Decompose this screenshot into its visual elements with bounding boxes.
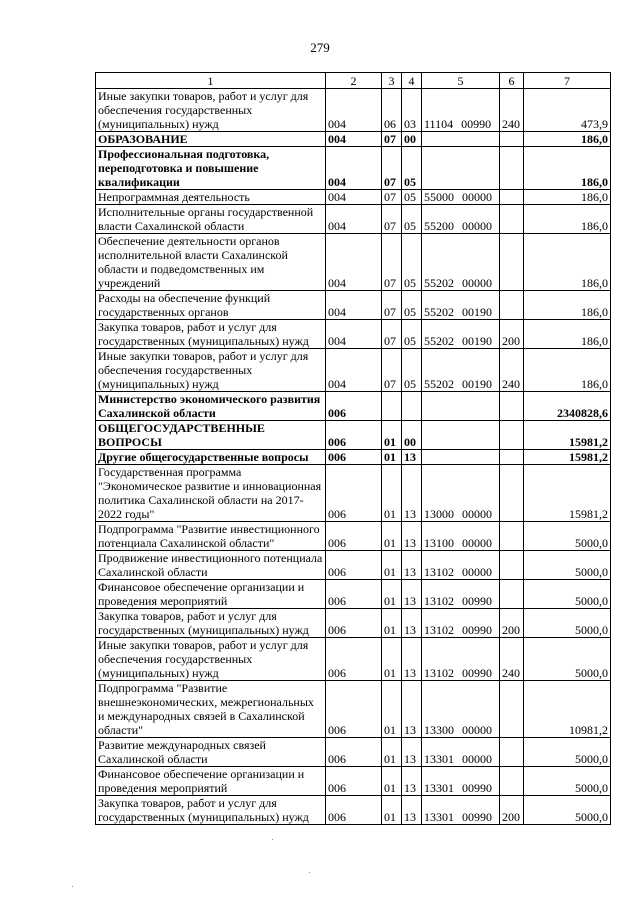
subsection-code bbox=[402, 392, 422, 421]
table-row bbox=[96, 421, 611, 450]
target-direction-code: 00990 bbox=[462, 594, 492, 608]
target-code bbox=[422, 89, 500, 132]
target-code bbox=[422, 234, 500, 291]
section-code: 01 bbox=[382, 522, 402, 551]
section-code: 01 bbox=[382, 638, 402, 681]
subsection-code: 05 bbox=[402, 320, 422, 349]
section-code: 01 bbox=[382, 421, 402, 450]
target-program-code: 13100 bbox=[424, 536, 454, 550]
subsection-code: 13 bbox=[402, 580, 422, 609]
admin-code: 004 bbox=[326, 190, 382, 205]
subsection-code: 13 bbox=[402, 522, 422, 551]
row-name: Финансовое обеспечение организации и проведения мероприятий bbox=[96, 580, 326, 609]
admin-code: 006 bbox=[326, 450, 382, 465]
section-code: 01 bbox=[382, 609, 402, 638]
expense-type-code bbox=[500, 147, 524, 190]
target-code bbox=[422, 465, 500, 522]
row-name: ОБРАЗОВАНИЕ bbox=[96, 132, 326, 147]
target-program-code: 13301 bbox=[424, 810, 454, 824]
section-code: 07 bbox=[382, 132, 402, 147]
admin-code: 004 bbox=[326, 89, 382, 132]
expense-type-code: 200 bbox=[500, 609, 524, 638]
target-program-code: 55202 bbox=[424, 334, 454, 348]
header-cell: 4 bbox=[402, 73, 422, 89]
admin-code: 004 bbox=[326, 147, 382, 190]
target-direction-code: 00190 bbox=[462, 305, 492, 319]
target-program-code: 13000 bbox=[424, 507, 454, 521]
target-code bbox=[422, 796, 500, 825]
table-row bbox=[96, 205, 611, 234]
target-program-code: 55000 bbox=[424, 190, 454, 204]
section-code: 07 bbox=[382, 291, 402, 320]
target-program-code: 13102 bbox=[424, 565, 454, 579]
subsection-code: 05 bbox=[402, 190, 422, 205]
target-code bbox=[422, 392, 500, 421]
expense-type-code bbox=[500, 132, 524, 147]
amount: 5000,0 bbox=[524, 767, 611, 796]
section-code: 07 bbox=[382, 205, 402, 234]
target-program-code: 13102 bbox=[424, 666, 454, 680]
target-program-code: 13102 bbox=[424, 623, 454, 637]
row-name: Иные закупки товаров, работ и услуг для обеспечения государственных (муниципальных) нужд bbox=[96, 89, 326, 132]
expense-type-code bbox=[500, 205, 524, 234]
expense-type-code bbox=[500, 580, 524, 609]
row-name: Подпрограмма "Развитие внешнеэкономических, межрегиональных и международных связей в Сахалинской области" bbox=[96, 681, 326, 738]
amount: 15981,2 bbox=[524, 421, 611, 450]
amount: 5000,0 bbox=[524, 580, 611, 609]
admin-code: 006 bbox=[326, 738, 382, 767]
row-name: Иные закупки товаров, работ и услуг для обеспечения государственных (муниципальных) нужд bbox=[96, 349, 326, 392]
admin-code: 006 bbox=[326, 796, 382, 825]
amount: 5000,0 bbox=[524, 522, 611, 551]
subsection-code: 00 bbox=[402, 132, 422, 147]
table-row bbox=[96, 392, 611, 421]
amount: 186,0 bbox=[524, 291, 611, 320]
table-row bbox=[96, 796, 611, 825]
target-code bbox=[422, 132, 500, 147]
amount: 5000,0 bbox=[524, 738, 611, 767]
subsection-code: 05 bbox=[402, 349, 422, 392]
admin-code: 004 bbox=[326, 234, 382, 291]
target-direction-code: 00000 bbox=[462, 507, 492, 521]
target-direction-code: 00190 bbox=[462, 377, 492, 391]
table-row bbox=[96, 522, 611, 551]
table-row bbox=[96, 89, 611, 132]
target-direction-code: 00990 bbox=[462, 623, 492, 637]
admin-code: 006 bbox=[326, 580, 382, 609]
row-name: Профессиональная подготовка, переподготовка и повышение квалификации bbox=[96, 147, 326, 190]
admin-code: 004 bbox=[326, 349, 382, 392]
admin-code: 006 bbox=[326, 465, 382, 522]
table-row bbox=[96, 132, 611, 147]
expense-type-code bbox=[500, 522, 524, 551]
admin-code: 006 bbox=[326, 609, 382, 638]
target-code bbox=[422, 349, 500, 392]
header-cell: 5 bbox=[422, 73, 500, 89]
amount: 186,0 bbox=[524, 190, 611, 205]
row-name: Иные закупки товаров, работ и услуг для обеспечения государственных (муниципальных) нужд bbox=[96, 638, 326, 681]
amount: 2340828,6 bbox=[524, 392, 611, 421]
subsection-code: 03 bbox=[402, 89, 422, 132]
row-name: Продвижение инвестиционного потенциала Сахалинской области bbox=[96, 551, 326, 580]
subsection-code: 13 bbox=[402, 609, 422, 638]
admin-code: 006 bbox=[326, 421, 382, 450]
admin-code: 006 bbox=[326, 522, 382, 551]
row-name: Расходы на обеспечение функций государственных органов bbox=[96, 291, 326, 320]
subsection-code: 13 bbox=[402, 638, 422, 681]
subsection-code: 05 bbox=[402, 234, 422, 291]
expense-type-code bbox=[500, 450, 524, 465]
header-cell: 7 bbox=[524, 73, 611, 89]
amount: 186,0 bbox=[524, 132, 611, 147]
target-program-code: 13300 bbox=[424, 723, 454, 737]
target-code bbox=[422, 147, 500, 190]
section-code: 01 bbox=[382, 681, 402, 738]
target-direction-code: 00990 bbox=[462, 781, 492, 795]
expense-type-code bbox=[500, 190, 524, 205]
expense-type-code bbox=[500, 421, 524, 450]
table-row bbox=[96, 767, 611, 796]
subsection-code: 13 bbox=[402, 551, 422, 580]
subsection-code: 13 bbox=[402, 465, 422, 522]
amount: 5000,0 bbox=[524, 609, 611, 638]
target-direction-code: 00000 bbox=[462, 565, 492, 579]
page-number: 279 bbox=[310, 40, 330, 55]
expense-type-code bbox=[500, 291, 524, 320]
target-code bbox=[422, 190, 500, 205]
expense-type-code: 200 bbox=[500, 796, 524, 825]
target-code bbox=[422, 767, 500, 796]
table-body bbox=[96, 73, 611, 825]
target-program-code: 55202 bbox=[424, 276, 454, 290]
row-name: Развитие международных связей Сахалинской области bbox=[96, 738, 326, 767]
target-code bbox=[422, 681, 500, 738]
expense-type-code bbox=[500, 234, 524, 291]
section-code: 01 bbox=[382, 796, 402, 825]
header-cell: 2 bbox=[326, 73, 382, 89]
admin-code: 004 bbox=[326, 205, 382, 234]
target-direction-code: 00990 bbox=[462, 810, 492, 824]
target-code bbox=[422, 609, 500, 638]
amount: 15981,2 bbox=[524, 450, 611, 465]
target-direction-code: 00000 bbox=[462, 723, 492, 737]
section-code bbox=[382, 392, 402, 421]
section-code: 07 bbox=[382, 234, 402, 291]
expense-type-code: 200 bbox=[500, 320, 524, 349]
row-name: Министерство экономического развития Сахалинской области bbox=[96, 392, 326, 421]
table-row bbox=[96, 580, 611, 609]
row-name: ОБЩЕГОСУДАРСТВЕННЫЕ ВОПРОСЫ bbox=[96, 421, 326, 450]
expense-type-code: 240 bbox=[500, 638, 524, 681]
admin-code: 006 bbox=[326, 681, 382, 738]
table-header-row bbox=[96, 73, 611, 89]
subsection-code: 05 bbox=[402, 205, 422, 234]
table-row bbox=[96, 738, 611, 767]
table-row bbox=[96, 349, 611, 392]
amount: 473,9 bbox=[524, 89, 611, 132]
target-code bbox=[422, 421, 500, 450]
table-row bbox=[96, 681, 611, 738]
target-program-code: 13301 bbox=[424, 781, 454, 795]
target-code bbox=[422, 522, 500, 551]
table-row bbox=[96, 465, 611, 522]
row-name: Закупка товаров, работ и услуг для государственных (муниципальных) нужд bbox=[96, 796, 326, 825]
table-row bbox=[96, 450, 611, 465]
target-code bbox=[422, 450, 500, 465]
expense-type-code bbox=[500, 551, 524, 580]
target-direction-code: 00000 bbox=[462, 536, 492, 550]
target-program-code: 11104 bbox=[424, 117, 454, 131]
target-program-code: 55202 bbox=[424, 305, 454, 319]
target-direction-code: 00990 bbox=[461, 117, 492, 131]
target-program-code: 55202 bbox=[424, 377, 454, 391]
target-code bbox=[422, 205, 500, 234]
target-direction-code: 00000 bbox=[462, 190, 492, 204]
header-cell: 1 bbox=[96, 73, 326, 89]
admin-code: 006 bbox=[326, 767, 382, 796]
header-cell: 3 bbox=[382, 73, 402, 89]
section-code: 07 bbox=[382, 147, 402, 190]
table-row bbox=[96, 320, 611, 349]
target-program-code: 13102 bbox=[424, 594, 454, 608]
section-code: 01 bbox=[382, 551, 402, 580]
admin-code: 004 bbox=[326, 320, 382, 349]
row-name: Другие общегосударственные вопросы bbox=[96, 450, 326, 465]
table-row bbox=[96, 190, 611, 205]
target-code bbox=[422, 291, 500, 320]
subsection-code: 13 bbox=[402, 738, 422, 767]
amount: 186,0 bbox=[524, 234, 611, 291]
target-direction-code: 00000 bbox=[462, 752, 492, 766]
subsection-code: 13 bbox=[402, 767, 422, 796]
target-direction-code: 00000 bbox=[462, 276, 492, 290]
table-row bbox=[96, 551, 611, 580]
subsection-code: 13 bbox=[402, 796, 422, 825]
expense-type-code bbox=[500, 392, 524, 421]
expense-type-code: 240 bbox=[500, 89, 524, 132]
amount: 186,0 bbox=[524, 349, 611, 392]
target-code bbox=[422, 638, 500, 681]
subsection-code: 05 bbox=[402, 291, 422, 320]
row-name: Подпрограмма "Развитие инвестиционного потенциала Сахалинской области" bbox=[96, 522, 326, 551]
amount: 186,0 bbox=[524, 205, 611, 234]
amount: 15981,2 bbox=[524, 465, 611, 522]
admin-code: 004 bbox=[326, 132, 382, 147]
amount: 5000,0 bbox=[524, 638, 611, 681]
row-name: Закупка товаров, работ и услуг для государственных (муниципальных) нужд bbox=[96, 609, 326, 638]
table-row bbox=[96, 234, 611, 291]
row-name: Обеспечение деятельности органов исполнительной власти Сахалинской области и подведомственных им учреждений bbox=[96, 234, 326, 291]
subsection-code: 00 bbox=[402, 421, 422, 450]
admin-code: 006 bbox=[326, 551, 382, 580]
amount: 10981,2 bbox=[524, 681, 611, 738]
amount: 186,0 bbox=[524, 147, 611, 190]
admin-code: 004 bbox=[326, 291, 382, 320]
header-cell: 6 bbox=[500, 73, 524, 89]
table-row bbox=[96, 638, 611, 681]
expense-type-code bbox=[500, 767, 524, 796]
target-program-code: 13301 bbox=[424, 752, 454, 766]
target-code bbox=[422, 738, 500, 767]
subsection-code: 05 bbox=[402, 147, 422, 190]
section-code: 07 bbox=[382, 349, 402, 392]
table-row bbox=[96, 609, 611, 638]
target-code bbox=[422, 551, 500, 580]
table-row bbox=[96, 291, 611, 320]
expense-type-code bbox=[500, 465, 524, 522]
amount: 186,0 bbox=[524, 320, 611, 349]
target-direction-code: 00990 bbox=[462, 666, 492, 680]
expense-type-code bbox=[500, 681, 524, 738]
target-direction-code: 00190 bbox=[462, 334, 492, 348]
section-code: 01 bbox=[382, 767, 402, 796]
target-program-code: 55200 bbox=[424, 219, 454, 233]
target-code bbox=[422, 580, 500, 609]
section-code: 07 bbox=[382, 190, 402, 205]
admin-code: 006 bbox=[326, 392, 382, 421]
subsection-code: 13 bbox=[402, 681, 422, 738]
amount: 5000,0 bbox=[524, 551, 611, 580]
section-code: 01 bbox=[382, 465, 402, 522]
budget-table bbox=[95, 72, 611, 825]
expense-type-code bbox=[500, 738, 524, 767]
section-code: 01 bbox=[382, 450, 402, 465]
section-code: 07 bbox=[382, 320, 402, 349]
table-row bbox=[96, 147, 611, 190]
amount: 5000,0 bbox=[524, 796, 611, 825]
subsection-code: 13 bbox=[402, 450, 422, 465]
target-direction-code: 00000 bbox=[462, 219, 492, 233]
row-name: Непрограммная деятельность bbox=[96, 190, 326, 205]
expense-type-code: 240 bbox=[500, 349, 524, 392]
row-name: Исполнительные органы государственной власти Сахалинской области bbox=[96, 205, 326, 234]
row-name: Финансовое обеспечение организации и проведения мероприятий bbox=[96, 767, 326, 796]
section-code: 06 bbox=[382, 89, 402, 132]
admin-code: 006 bbox=[326, 638, 382, 681]
row-name: Закупка товаров, работ и услуг для государственных (муниципальных) нужд bbox=[96, 320, 326, 349]
row-name: Государственная программа "Экономическое развитие и инновационная политика Сахалинской области на 2017-2022 годы" bbox=[96, 465, 326, 522]
target-code bbox=[422, 320, 500, 349]
section-code: 01 bbox=[382, 738, 402, 767]
section-code: 01 bbox=[382, 580, 402, 609]
